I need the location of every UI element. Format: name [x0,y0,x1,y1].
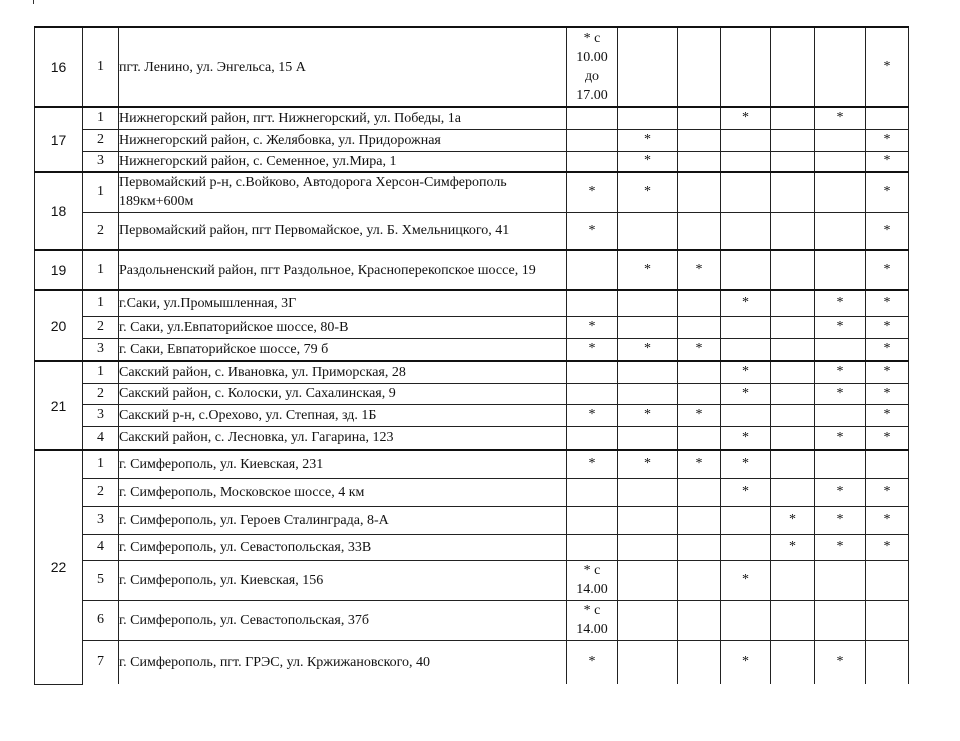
mark-cell [771,361,815,383]
mark-cell [771,478,815,506]
mark-cell: * [567,450,618,478]
table-row [35,250,909,290]
address-cell: г.Саки, ул.Промышленная, 3Г [119,290,567,316]
group-number: 18 [35,172,83,250]
locations-table [34,26,909,685]
mark-cell [771,290,815,316]
mark-cell [567,534,618,560]
row-number: 1 [83,361,119,383]
mark-cell [815,338,866,361]
mark-cell: * [866,27,909,107]
table-row [35,640,909,684]
mark-cell [678,151,721,172]
mark-cell: * [721,450,771,478]
mark-cell [567,129,618,151]
address-cell: г. Симферополь, ул. Киевская, 231 [119,450,567,478]
mark-cell [771,404,815,426]
row-number: 7 [83,640,119,684]
mark-cell [721,27,771,107]
mark-cell [618,316,678,338]
address-cell: г. Симферополь, ул. Героев Сталинграда, 8-А [119,506,567,534]
mark-cell [771,212,815,250]
address-cell: г. Саки, Евпаторийское шоссе, 79 б [119,338,567,361]
mark-cell: * [721,290,771,316]
mark-cell: * [567,640,618,684]
mark-cell [721,338,771,361]
row-number: 5 [83,560,119,600]
mark-cell [815,600,866,640]
mark-cell [771,640,815,684]
mark-cell: * [721,560,771,600]
mark-cell [866,560,909,600]
mark-cell: * [678,450,721,478]
mark-cell [815,250,866,290]
row-number: 4 [83,534,119,560]
address-cell: пгт. Ленино, ул. Энгельса, 15 А [119,27,567,107]
row-number: 3 [83,506,119,534]
row-number: 1 [83,290,119,316]
mark-cell: * [866,212,909,250]
row-number: 3 [83,338,119,361]
mark-cell [618,640,678,684]
row-number: 1 [83,250,119,290]
mark-cell [721,250,771,290]
address-cell: г. Симферополь, ул. Севастопольская, 33В [119,534,567,560]
mark-cell [771,129,815,151]
mark-cell: * [866,426,909,450]
address-cell: г. Симферополь, ул. Севастопольская, 37б [119,600,567,640]
table-row [35,151,909,172]
mark-cell [815,151,866,172]
mark-cell [721,600,771,640]
mark-cell: * [866,151,909,172]
mark-cell: * с 14.00 [567,600,618,640]
mark-cell: * [567,338,618,361]
mark-cell: * [678,338,721,361]
mark-cell [678,640,721,684]
mark-cell: * [721,640,771,684]
mark-cell: * [567,404,618,426]
mark-cell: * [567,172,618,212]
mark-cell [618,534,678,560]
table-row [35,290,909,316]
mark-cell [771,600,815,640]
mark-cell: * [771,506,815,534]
mark-cell [618,506,678,534]
mark-cell: * [866,478,909,506]
mark-cell: * [618,172,678,212]
mark-cell [678,560,721,600]
mark-cell [771,151,815,172]
mark-cell [618,600,678,640]
mark-cell: * [815,426,866,450]
mark-cell [815,212,866,250]
table-row [35,27,909,107]
mark-cell [618,426,678,450]
mark-cell [678,534,721,560]
mark-cell [678,212,721,250]
address-cell: Сакский район, с. Колоски, ул. Сахалинская, 9 [119,383,567,404]
mark-cell: * [866,129,909,151]
row-number: 6 [83,600,119,640]
mark-cell: * [721,107,771,129]
mark-cell: * [866,404,909,426]
mark-cell [567,383,618,404]
mark-cell: * [866,172,909,212]
group-number: 19 [35,250,83,290]
mark-cell [618,383,678,404]
mark-cell: * [815,640,866,684]
mark-cell [771,172,815,212]
mark-cell [567,478,618,506]
table-row [35,600,909,640]
mark-cell [815,450,866,478]
page-corner-mark [33,0,40,4]
row-number: 2 [83,478,119,506]
address-cell: г. Симферополь, Московское шоссе, 4 км [119,478,567,506]
mark-cell [678,383,721,404]
mark-cell: * [618,450,678,478]
table-row [35,534,909,560]
mark-cell: * [618,404,678,426]
row-number: 3 [83,404,119,426]
mark-cell [678,316,721,338]
mark-cell [567,426,618,450]
address-cell: г. Симферополь, пгт. ГРЭС, ул. Кржижановского, 40 [119,640,567,684]
mark-cell [567,361,618,383]
row-number: 1 [83,107,119,129]
mark-cell: * [721,478,771,506]
table-row [35,560,909,600]
mark-cell: * [866,250,909,290]
table-row [35,129,909,151]
mark-cell [771,383,815,404]
mark-cell [567,506,618,534]
table-row [35,361,909,383]
mark-cell: * [815,478,866,506]
mark-cell [678,129,721,151]
table-row [35,404,909,426]
mark-cell [678,506,721,534]
address-cell: Сакский район, с. Ивановка, ул. Приморская, 28 [119,361,567,383]
mark-cell: * [866,506,909,534]
mark-cell: * [567,212,618,250]
table-row [35,450,909,478]
group-number: 22 [35,450,83,684]
mark-cell [567,107,618,129]
mark-cell [815,27,866,107]
mark-cell: * [567,316,618,338]
mark-cell [678,478,721,506]
row-number: 1 [83,450,119,478]
table-row [35,107,909,129]
mark-cell: * [815,534,866,560]
mark-cell [721,316,771,338]
row-number: 2 [83,129,119,151]
mark-cell: * [815,383,866,404]
address-cell: Первомайский р-н, с.Войково, Автодорога Херсон-Симферополь 189км+600м [119,172,567,212]
table-row [35,316,909,338]
mark-cell: * [866,338,909,361]
mark-cell: * [721,361,771,383]
mark-cell [618,361,678,383]
mark-cell: * [866,316,909,338]
address-cell: Сакский район, с. Лесновка, ул. Гагарина, 123 [119,426,567,450]
address-cell: г. Саки, ул.Евпаторийское шоссе, 80-В [119,316,567,338]
mark-cell [618,107,678,129]
group-number: 17 [35,107,83,172]
row-number: 1 [83,27,119,107]
table-row [35,338,909,361]
mark-cell: * [866,290,909,316]
table-row [35,426,909,450]
table-row [35,478,909,506]
group-number: 21 [35,361,83,450]
mark-cell [771,338,815,361]
mark-cell [815,172,866,212]
mark-cell [771,107,815,129]
mark-cell [721,506,771,534]
mark-cell [618,478,678,506]
table-row [35,506,909,534]
mark-cell [618,560,678,600]
address-cell: Раздольненский район, пгт Раздольное, Красноперекопское шоссе, 19 [119,250,567,290]
mark-cell [815,129,866,151]
mark-cell: * [618,338,678,361]
mark-cell [721,534,771,560]
address-cell: Нижнегорский район, с. Желябовка, ул. Придорожная [119,129,567,151]
mark-cell: * [815,316,866,338]
mark-cell: * [866,361,909,383]
mark-cell [866,107,909,129]
mark-cell [678,290,721,316]
mark-cell [866,640,909,684]
mark-cell: * [815,107,866,129]
mark-cell [721,151,771,172]
mark-cell [771,560,815,600]
table-row [35,212,909,250]
mark-cell: * с 14.00 [567,560,618,600]
mark-cell [771,426,815,450]
mark-cell: * [815,361,866,383]
address-cell: Нижнегорский район, с. Семенное, ул.Мира, 1 [119,151,567,172]
group-number: 16 [35,27,83,107]
mark-cell [721,212,771,250]
row-number: 1 [83,172,119,212]
row-number: 2 [83,212,119,250]
mark-cell: * [678,404,721,426]
mark-cell [815,404,866,426]
mark-cell [678,172,721,212]
mark-cell [678,107,721,129]
mark-cell: * [815,506,866,534]
mark-cell [771,450,815,478]
mark-cell: * [721,383,771,404]
mark-cell [567,290,618,316]
mark-cell [678,27,721,107]
mark-cell: * [866,534,909,560]
row-number: 3 [83,151,119,172]
mark-cell [567,151,618,172]
mark-cell: * [618,151,678,172]
mark-cell: * [721,426,771,450]
mark-cell [866,600,909,640]
mark-cell [678,600,721,640]
mark-cell [815,560,866,600]
mark-cell: * [618,250,678,290]
mark-cell [678,426,721,450]
row-number: 2 [83,316,119,338]
mark-cell: * [866,383,909,404]
mark-cell [567,250,618,290]
mark-cell: * [771,534,815,560]
mark-cell [771,250,815,290]
mark-cell [866,450,909,478]
table-row [35,172,909,212]
group-number: 20 [35,290,83,361]
mark-cell: * с 10.00 до 17.00 [567,27,618,107]
mark-cell [721,404,771,426]
table-row [35,383,909,404]
address-cell: г. Симферополь, ул. Киевская, 156 [119,560,567,600]
mark-cell: * [815,290,866,316]
row-number: 2 [83,383,119,404]
mark-cell [618,212,678,250]
address-cell: Сакский р-н, с.Орехово, ул. Степная, зд. 1Б [119,404,567,426]
address-cell: Нижнегорский район, пгт. Нижнегорский, ул. Победы, 1а [119,107,567,129]
row-number: 4 [83,426,119,450]
mark-cell [618,27,678,107]
mark-cell [618,290,678,316]
mark-cell [771,27,815,107]
mark-cell: * [678,250,721,290]
mark-cell [771,316,815,338]
mark-cell [678,361,721,383]
address-cell: Первомайский район, пгт Первомайское, ул. Б. Хмельницкого, 41 [119,212,567,250]
mark-cell [721,129,771,151]
mark-cell [721,172,771,212]
mark-cell: * [618,129,678,151]
